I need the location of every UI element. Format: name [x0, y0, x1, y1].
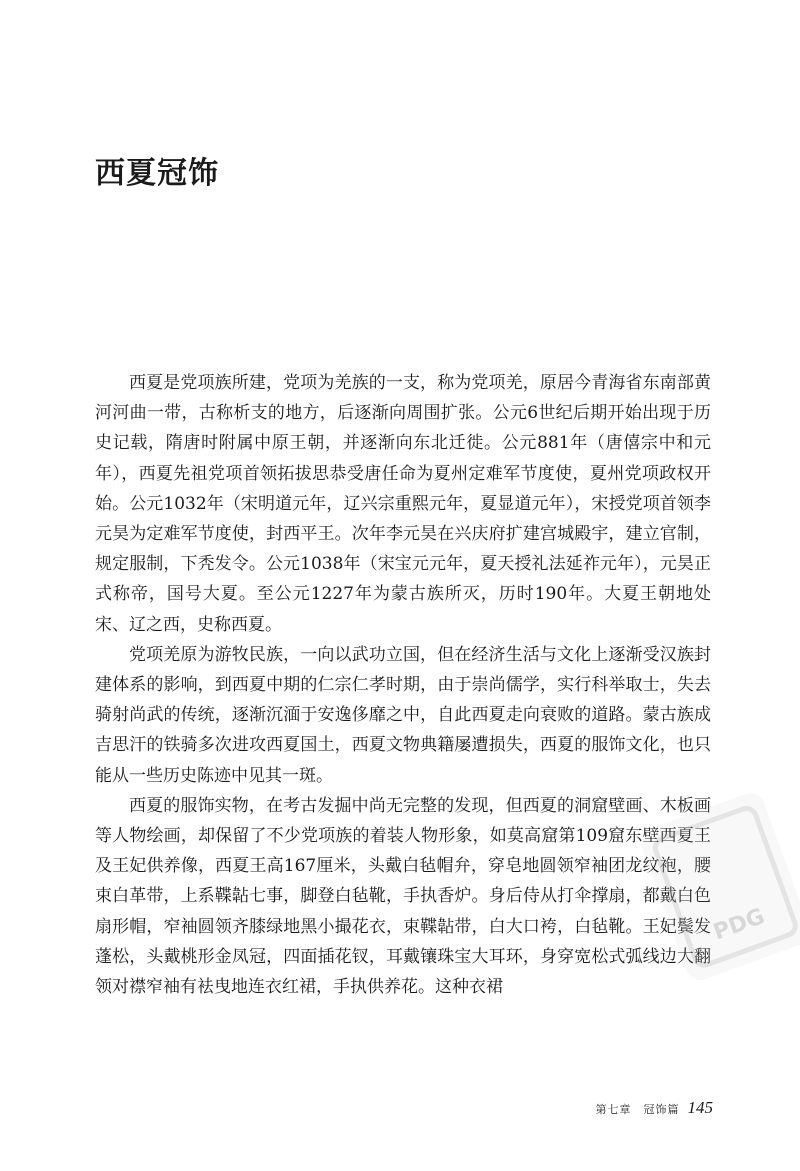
page-title: 西夏冠饰: [95, 156, 219, 191]
chapter-label: 第七章 冠饰篇: [595, 1103, 680, 1116]
page-number: 145: [687, 1098, 713, 1117]
paragraph-3: 西夏的服饰实物，在考古发掘中尚无完整的发现，但西夏的洞窟壁画、木板画等人物绘画，却保留了不少党项族的着装人物形象，如莫高窟第109窟东壁西夏王及王妃供养像，西夏王高167厘米，头戴白毡帽弁，穿皂地圆领窄袖团龙纹袍，腰束白革带，上系鞢䪓七事，脚登白毡靴，手执香炉。身后侍从打伞撑扇，都戴白色扇形帽，窄袖圆领齐膝绿地黑小撮花衣，束鞢䪓带，白大口袴，白毡靴。王妃鬓发蓬松，头戴桃形金凤冠，四面插花钗，耳戴镶珠宝大耳环，身穿宽松式弧线边大翻领对襟窄袖有袪曳地连衣红裙，手执供养花。这种衣裙: [95, 795, 711, 998]
watermark-text: PDG: [710, 904, 769, 946]
body-text: [95, 368, 711, 1002]
paragraph-1: 西夏是党项族所建，党项为羌族的一支，称为党项羌，原居今青海省东南部黄河河曲一带，古称析支的地方，后逐渐向周围扩张。公元6世纪后期开始出现于历史记载，隋唐时附属中原王朝，并逐渐向东北迁徙。公元881年（唐僖宗中和元年），西夏先祖党项首领拓拔思恭受唐任命为夏州定难军节度使，夏州党项政权开始。公元1032年（宋明道元年，辽兴宗重熙元年，夏显道元年），宋授党项首领李元昊为定难军节度使，封西平王。次年李元昊在兴庆府扩建宫城殿宇，建立官制，规定服制，下秃发令。公元1038年（宋宝元元年，夏天授礼法延祚元年），元昊正式称帝，国号大夏。至公元1227年为蒙古族所灭，历时190年。大夏王朝地处宋、辽之西，史称西夏。: [95, 373, 711, 635]
paragraph-2: 党项羌原为游牧民族，一向以武功立国，但在经济生活与文化上逐渐受汉族封建体系的影响，到西夏中期的仁宗仁孝时期，由于崇尚儒学，实行科举取士，失去骑射尚武的传统，逐渐沉湎于安逸侈靡之中，自此西夏走向衰败的道路。蒙古族成吉思汗的铁骑多次进攻西夏国土，西夏文物典籍屡遭损失，西夏的服饰文化，也只能从一些历史陈迹中见其一斑。: [95, 644, 711, 786]
page-footer: [596, 1098, 714, 1118]
